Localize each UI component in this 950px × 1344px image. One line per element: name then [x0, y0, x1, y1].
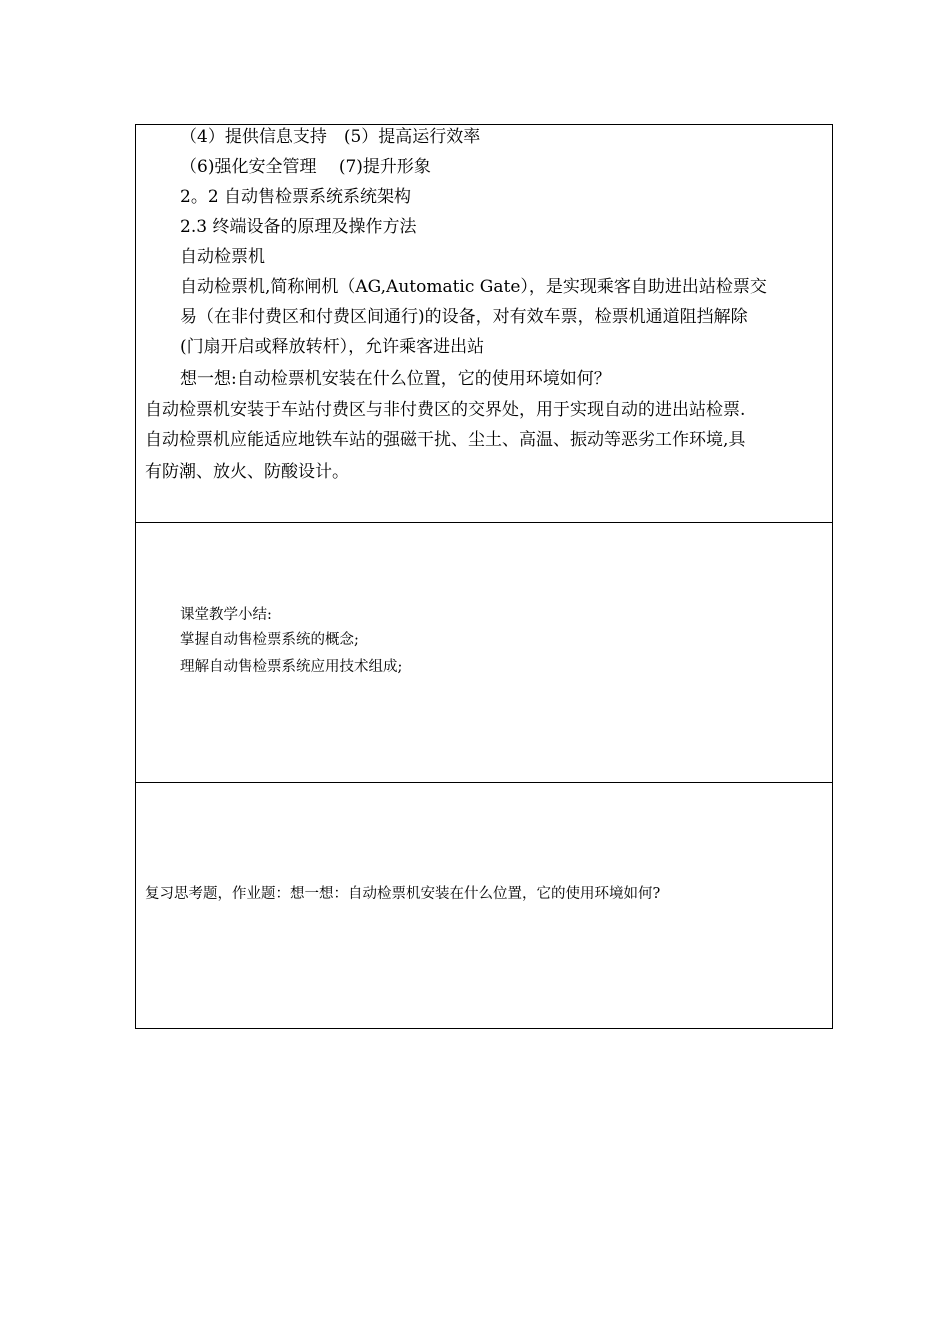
text-line: 有防潮、放火、防酸设计。	[145, 462, 349, 482]
text-line: （6)强化安全管理 (7)提升形象	[180, 157, 431, 177]
text-line: (门扇开启或释放转杆），允许乘客进出站	[180, 337, 485, 357]
subsection-heading: 自动检票机	[180, 247, 265, 267]
section-heading: 2.3 终端设备的原理及操作方法	[180, 217, 417, 237]
summary-item: 理解自动售检票系统应用技术组成;	[180, 659, 403, 675]
lesson-table	[135, 124, 833, 1029]
text-line: （4）提供信息支持 (5）提高运行效率	[180, 127, 481, 147]
content-cell	[136, 125, 832, 522]
summary-item: 掌握自动售检票系统的概念;	[180, 632, 359, 648]
text-line: 自动检票机,简称闸机（AG,Automatic Gate），是实现乘客自助进出站检票交	[180, 277, 767, 297]
homework-text: 复习思考题，作业题：想一想：自动检票机安装在什么位置，它的使用环境如何?	[145, 886, 661, 902]
summary-cell	[136, 522, 832, 782]
homework-cell	[136, 782, 832, 1028]
text-line: 自动检票机安装于车站付费区与非付费区的交界处，用于实现自动的进出站检票.	[145, 400, 746, 420]
text-line: 易（在非付费区和付费区间通行)的设备，对有效车票，检票机通道阻挡解除	[180, 307, 748, 327]
section-heading: 2。2 自动售检票系统系统架构	[180, 187, 412, 207]
text-line: 自动检票机应能适应地铁车站的强磁干扰、尘土、高温、振动等恶劣工作环境,具	[145, 430, 746, 450]
question-line: 想一想:自动检票机安装在什么位置，它的使用环境如何？	[180, 369, 611, 389]
summary-heading: 课堂教学小结:	[180, 607, 272, 623]
